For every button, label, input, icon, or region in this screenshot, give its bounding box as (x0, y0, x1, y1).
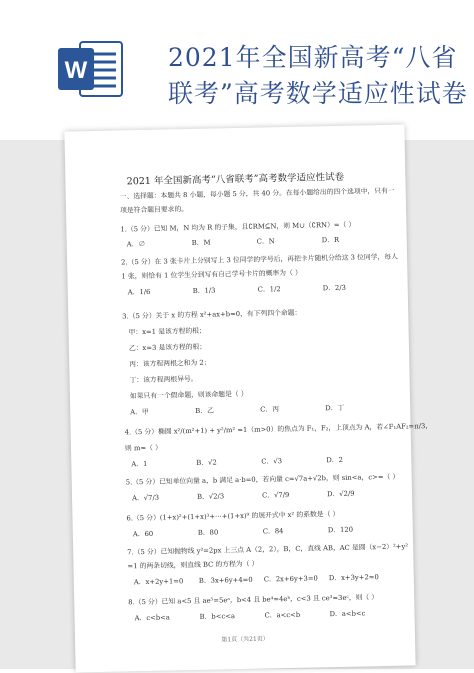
question-8-line-1: 8.（5 分）已知 a<5 且 ae⁵=5eᵃ，b<4 且 be⁴=4eᵇ，c<3 且 ce³=3eᶜ，则（ ） (128, 593, 379, 607)
q4-option-a: A．1 (131, 459, 148, 469)
q2-option-a: A．1/6 (127, 287, 151, 297)
q7-option-d: D．x+3y+2=0 (328, 573, 379, 583)
q5-option-b: B．√2/3 (196, 492, 225, 501)
question-1: 1.（5 分）已知 M，N 均为 R 的子集，且∁RM⊆N，则 M∪（∁RN）=（ ） (120, 220, 356, 234)
q7-option-b: B．3x+6y+4=0 (198, 575, 253, 585)
q8-option-d: D．a<b<c (329, 609, 366, 619)
question-6-line-1: 6.（5 分）(1+x)²+(1+x)³+⋯+(1+x)⁹ 的展开式中 x² 的系数是（ ） (126, 509, 340, 523)
question-4-line-1: 4.（5 分）椭圆 x²/(m²+1) + y²/m² =1（m>0）的焦点为 F₁，F₂，上顶点为 A，若∠F₁AF₂=π/3， (124, 421, 433, 437)
intro-line-1: 一、选择题：本题共 8 小题，每小题 5 分，共 40 分。在每小题给出的四个选项中，只有一 (119, 186, 395, 201)
q4-option-d: D．2 (326, 455, 343, 465)
page-title-line-1: 2021年全国新高考“八省 (168, 43, 458, 72)
question-3-line-2: 甲：x=1 是该方程的根； (128, 326, 206, 337)
question-5-line-1: 5.（5 分）已知单位向量 a，b 满足 a·b=0，若向量 c=√7a+√2b，则 sin<a，c>=（ ） (125, 472, 400, 487)
q4-option-c: C．√3 (261, 457, 283, 466)
question-3-line-5: 丁：该方程两根异号。 (129, 374, 198, 385)
question-4-line-2: 则 m=（ ） (124, 443, 162, 453)
question-3-line-6: 如果只有一个假命题，则该命题是（ ） (129, 389, 248, 401)
q1-option-d: D．R (321, 235, 340, 245)
q3-option-b: B．乙 (195, 406, 214, 415)
q8-option-a: A．c<b<a (134, 613, 170, 623)
q6-option-c: C．84 (262, 527, 284, 536)
word-document-icon (58, 40, 124, 98)
q2-option-c: C．1/2 (257, 285, 281, 294)
q6-option-d: D．120 (327, 525, 354, 535)
intro-line-2: 项是符合题目要求的。 (119, 205, 189, 215)
svg-text:W: W (64, 57, 88, 84)
question-2-line-1: 2.（5 分）在 3 张卡片上分别写上 3 位同学的学号后，再把卡片随机分给这 3 位同学，每人 (121, 252, 398, 267)
q2-option-b: B．1/3 (192, 286, 216, 295)
q3-option-d: D．丁 (325, 403, 345, 413)
question-3-line-1: 3.（5 分）关于 x 的方程 x²+ax+b=0，有下列四个命题： (122, 308, 302, 321)
q7-option-c: C．2x+6y+3=0 (263, 574, 318, 584)
q3-option-a: A．甲 (130, 407, 149, 417)
page-footer: 第1页（共21页） (221, 635, 269, 644)
q7-option-a: A．x+2y+1=0 (133, 577, 184, 587)
q5-option-c: C．√7/9 (261, 490, 290, 500)
page-title-line-2: 联考”高考数学适应性试卷 (168, 79, 468, 108)
q8-option-b: B．b<c<a (199, 612, 236, 621)
question-3-line-4: 丙：该方程两根之和为 2； (129, 358, 211, 369)
q8-option-c: C．a<c<b (264, 610, 301, 620)
q1-option-b: B．M (191, 238, 211, 247)
question-7-line-2: =1 的两条切线，则直线 BC 的方程为（ ） (127, 559, 259, 571)
question-2-line-2: 1 张，则恰有 1 位学生分到写有自己学号卡片的概率为（ ） (121, 268, 302, 281)
header-banner (0, 0, 474, 140)
document-page (64, 124, 433, 672)
q3-option-c: C．丙 (260, 405, 280, 414)
q6-option-b: B．80 (197, 528, 219, 537)
q5-option-a: A．√7/3 (131, 493, 160, 503)
question-3-line-3: 乙：x=3 是该方程的根； (128, 342, 207, 353)
q1-option-c: C．N (256, 237, 275, 246)
q1-option-a: A．∅ (126, 239, 146, 249)
q5-option-d: D．√2/9 (326, 489, 355, 499)
q6-option-a: A．60 (132, 529, 154, 539)
q2-option-d: D．2/3 (322, 283, 346, 293)
q4-option-b: B．√2 (196, 458, 217, 467)
question-7-line-1: 7.（5 分）已知抛物线 y²=2px 上三点 A（2，2），B，C，直线 AB，AC 是圆（x−2）²+y² (127, 542, 409, 557)
document-title: 2021 年全国新高考“八省联考”高考数学适应性试卷 (126, 171, 345, 188)
